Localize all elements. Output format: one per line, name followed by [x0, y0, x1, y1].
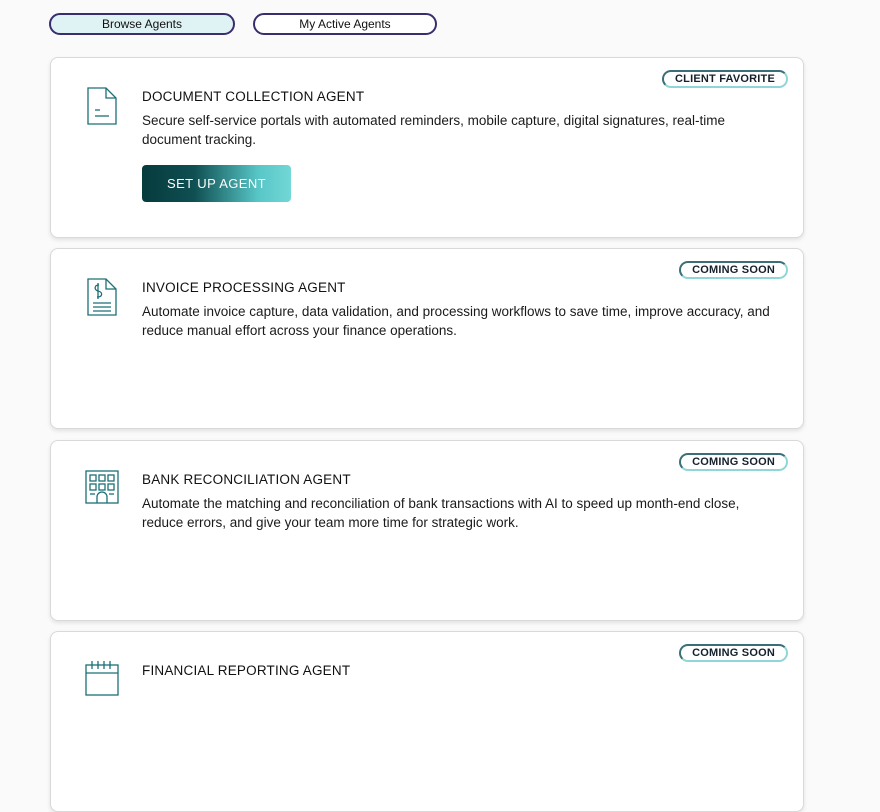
agent-title: FINANCIAL REPORTING AGENT — [142, 663, 351, 678]
agent-title: INVOICE PROCESSING AGENT — [142, 280, 346, 295]
agent-description: Secure self-service portals with automated reminders, mobile capture, digital signatures, real-time document tracking. — [142, 113, 726, 147]
status-badge: CLIENT FAVORITE — [662, 70, 788, 88]
agent-description: Automate the matching and reconciliation of bank transactions with AI to speed up month-end close, reduce errors, and give your team more time for strategic work. — [142, 496, 740, 530]
document-icon — [84, 85, 120, 127]
agent-card-document-collection — [50, 57, 804, 238]
status-badge: COMING SOON — [679, 453, 788, 471]
tab-browse-agents[interactable]: Browse Agents — [49, 13, 235, 35]
status-badge: COMING SOON — [679, 261, 788, 279]
status-badge: COMING SOON — [679, 644, 788, 662]
set-up-agent-button[interactable]: SET UP AGENT — [142, 165, 291, 202]
invoice-icon — [84, 276, 120, 318]
agent-card-financial-reporting — [50, 631, 804, 812]
agent-card-bank-reconciliation — [50, 440, 804, 621]
agent-title: BANK RECONCILIATION AGENT — [142, 472, 351, 487]
agent-description: Automate invoice capture, data validation, and processing workflows to save time, improve accuracy, and reduce manual effort across your finance operations. — [142, 304, 770, 338]
agent-tabs — [49, 13, 437, 35]
calendar-icon — [84, 659, 120, 701]
tab-my-active-agents[interactable]: My Active Agents — [253, 13, 437, 35]
agent-card-invoice-processing — [50, 248, 804, 429]
bank-icon — [84, 468, 120, 510]
agent-title: DOCUMENT COLLECTION AGENT — [142, 89, 365, 104]
